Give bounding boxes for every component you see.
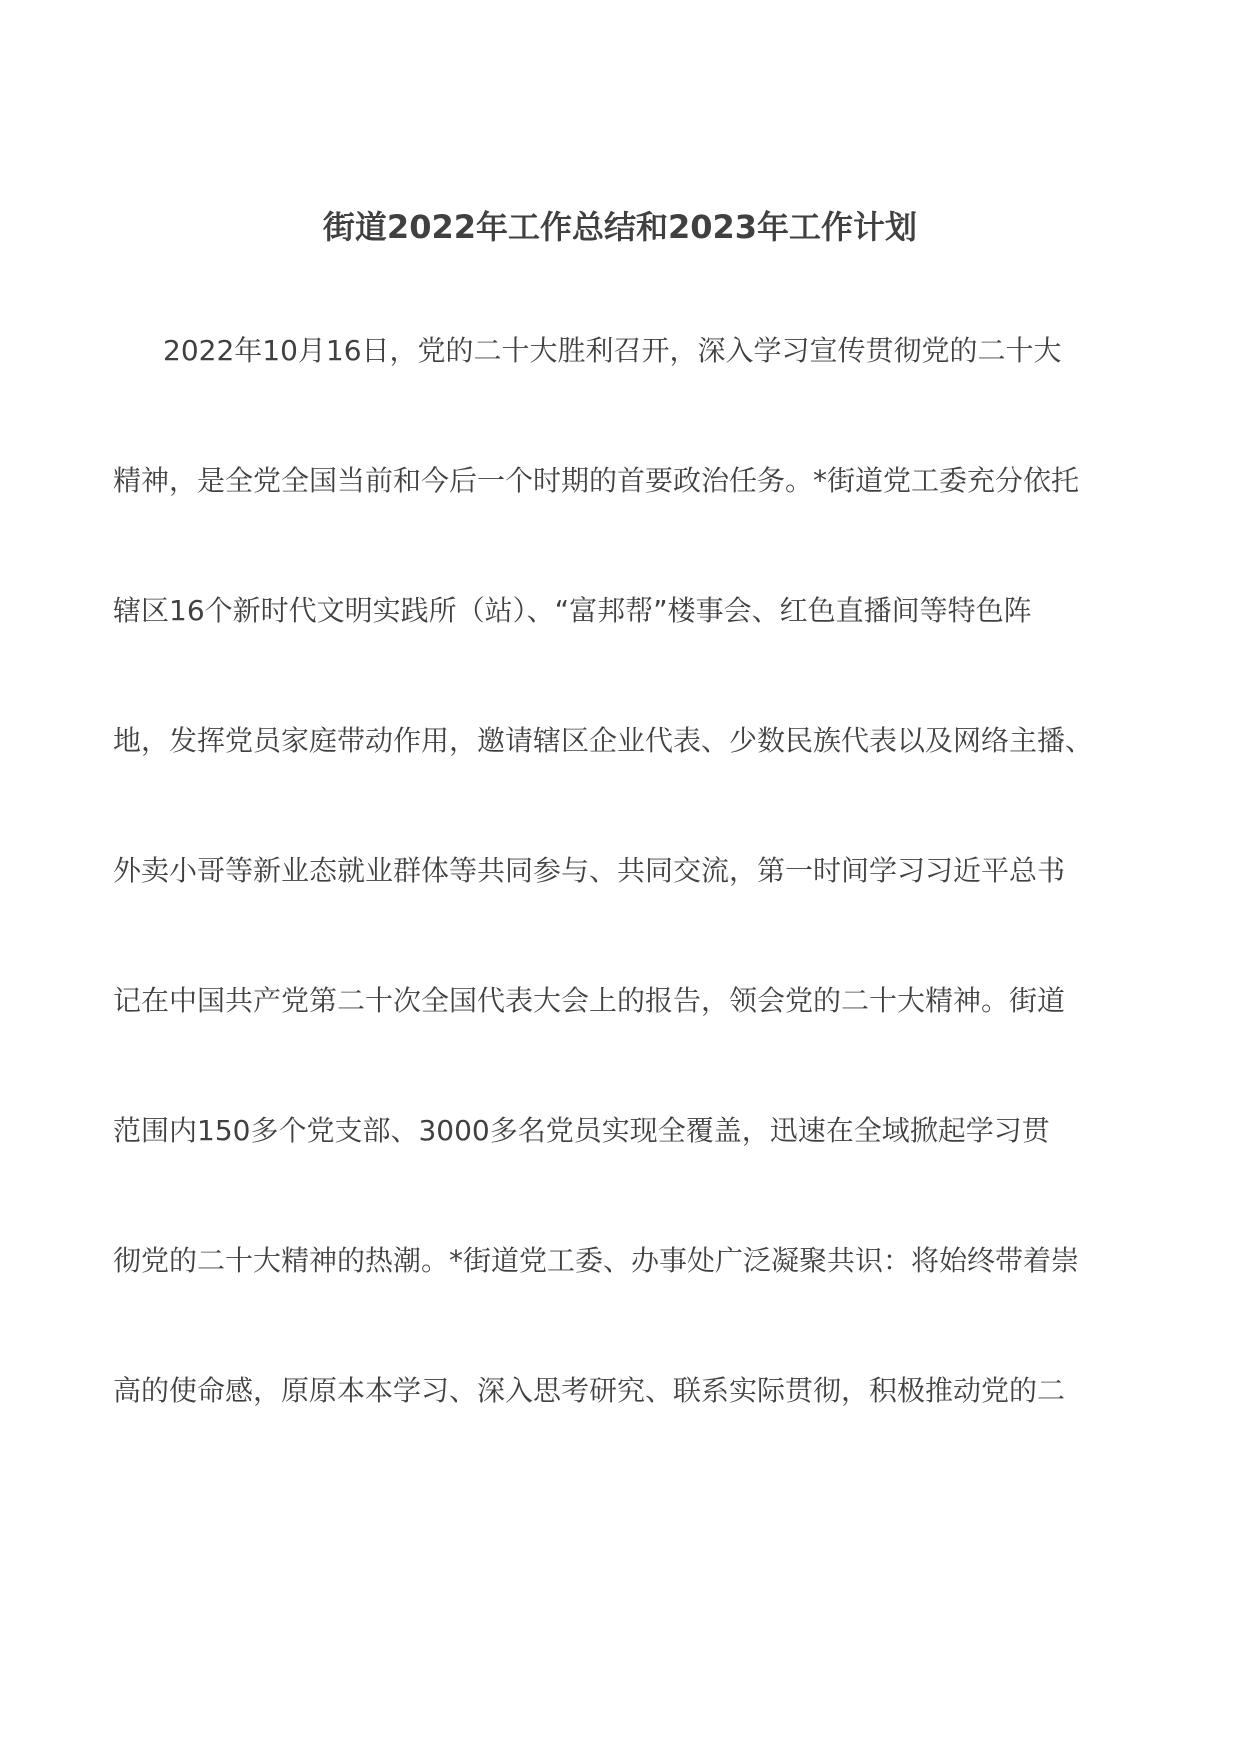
body-line: 彻党的二十大精神的热潮。*街道党工委、办事处广泛凝聚共识：将始终带着崇: [113, 1244, 1080, 1277]
body-line: 2022年10月16日，党的二十大胜利召开，深入学习宣传贯彻党的二十大: [163, 334, 1062, 367]
body-line: 辖区16个新时代文明实践所（站）、“富邦帮”楼事会、红色直播间等特色阵: [113, 594, 1032, 627]
document-body: [113, 329, 1143, 1499]
body-line: 范围内150多个党支部、3000多名党员实现全覆盖，迅速在全域掀起学习贯: [113, 1114, 1050, 1147]
document-title: 街道2022年工作总结和2023年工作计划: [322, 208, 918, 246]
body-line: 地，发挥党员家庭带动作用，邀请辖区企业代表、少数民族代表以及网络主播、: [113, 724, 1094, 757]
body-line: 外卖小哥等新业态就业群体等共同参与、共同交流，第一时间学习习近平总书: [113, 854, 1066, 887]
body-line: 高的使命感，原原本本学习、深入思考研究、联系实际贯彻，积极推动党的二: [113, 1374, 1066, 1407]
body-line: 精神，是全党全国当前和今后一个时期的首要政治任务。*街道党工委充分依托: [113, 464, 1080, 497]
body-line: 记在中国共产党第二十次全国代表大会上的报告，领会党的二十大精神。街道: [113, 984, 1066, 1017]
